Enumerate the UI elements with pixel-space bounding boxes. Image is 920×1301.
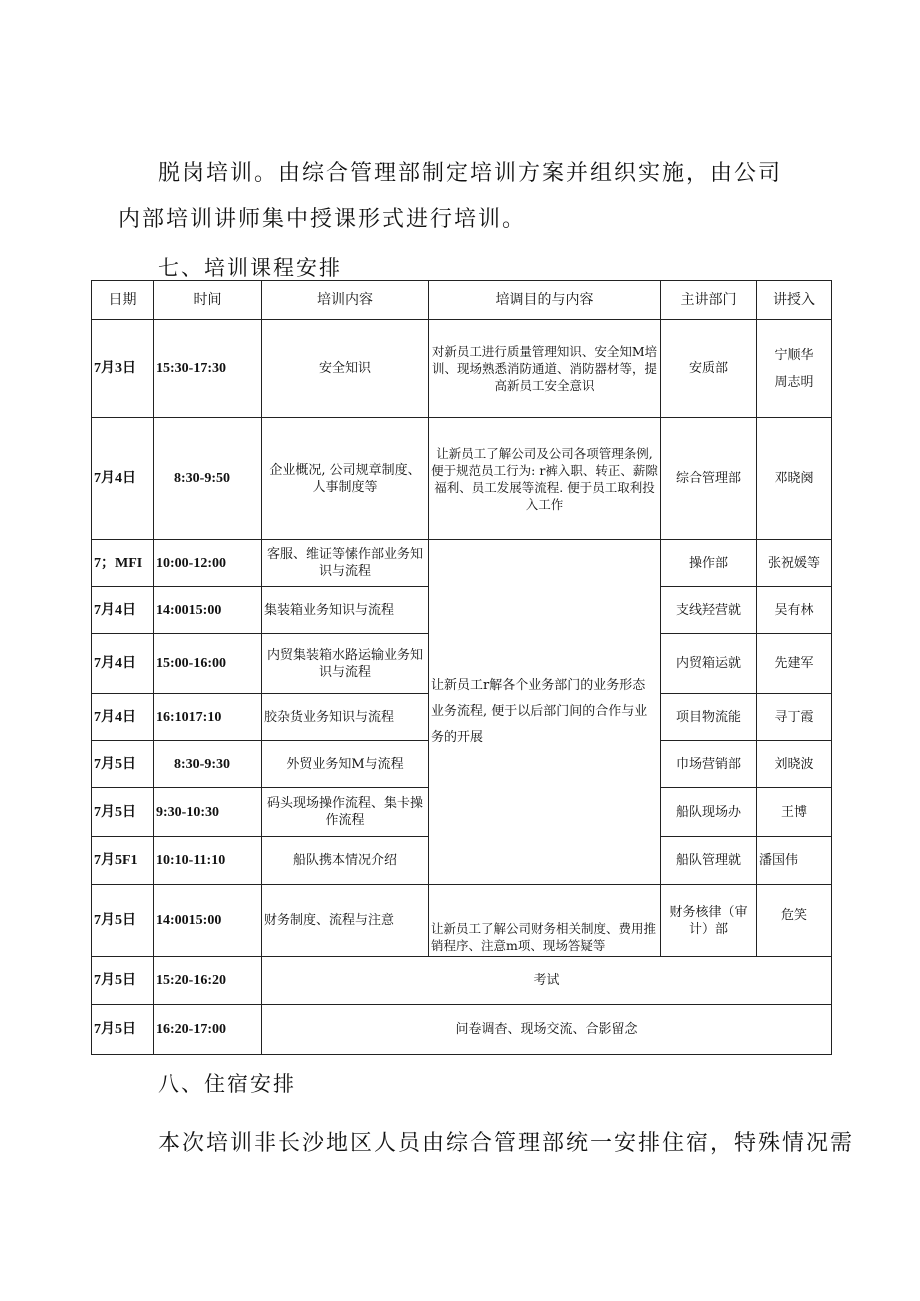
table-header-row: [92, 281, 832, 320]
cell-content: 内贸集装箱水路运输业务知识与流程: [262, 634, 429, 694]
cell-date: 7月5F1: [92, 837, 154, 885]
table-row: [92, 540, 832, 587]
cell-time: 15:00-16:00: [154, 634, 262, 694]
cell-lecturer: 刘晓波: [757, 741, 832, 788]
cell-lecturer: 王博: [757, 788, 832, 837]
cell-content: 客服、维证等愫作部业务知识与流程: [262, 540, 429, 587]
lecturer-name: 周志明: [774, 374, 814, 390]
cell-date: 7月5日: [92, 1005, 154, 1055]
cell-lecturer: 张祝媛等: [757, 540, 832, 587]
cell-date: 7月4日: [92, 694, 154, 741]
cell-date: 7月5日: [92, 788, 154, 837]
table-row: [92, 418, 832, 540]
cell-merged-activity: 问卷调杳、现场交流、合影留念: [262, 1005, 832, 1055]
cell-time: 9:30-10:30: [154, 788, 262, 837]
cell-time: 14:0015:00: [154, 885, 262, 957]
paragraph-intro-1: 脱岗培训。由综合管理部制定培训方案并组织实施，由公司: [158, 161, 783, 186]
cell-purpose: 让新员工了解公司财务相关制度、费用推销程序、注意m项、现场答疑等: [429, 885, 661, 957]
cell-date: 7；MFI: [92, 540, 154, 587]
cell-date: 7月4日: [92, 634, 154, 694]
cell-date: 7月5日: [92, 741, 154, 788]
table-row: [92, 957, 832, 1005]
header-date: 日期: [92, 281, 154, 320]
cell-time: 16:1017:10: [154, 694, 262, 741]
training-schedule-table: [91, 280, 832, 1055]
cell-time: 15:30-17:30: [154, 320, 262, 418]
cell-time: 14:0015:00: [154, 587, 262, 634]
cell-merged-activity: 考试: [262, 957, 832, 1005]
cell-content: 集装箱业务知识与流程: [262, 587, 429, 634]
cell-dept: 巾场营销部: [661, 741, 757, 788]
section-heading-accommodation: 八、住宿安排: [158, 1072, 296, 1096]
cell-lecturer: 吴有林: [757, 587, 832, 634]
header-time: 时间: [154, 281, 262, 320]
header-lecturer: 讲授入: [757, 281, 832, 320]
cell-lecturer: 危笑: [757, 885, 832, 957]
cell-content: 船队携本情况介绍: [262, 837, 429, 885]
header-dept: 主讲部门: [661, 281, 757, 320]
lecturer-name: 宁顺华: [774, 347, 814, 363]
table-row: [92, 1005, 832, 1055]
paragraph-intro-2: 内部培训讲师集中授课形式进行培训。: [118, 207, 527, 232]
cell-lecturer: 邓晓阕: [757, 418, 832, 540]
cell-shared-purpose: 让新员工r解各个业务部门的业务形态业务流程, 便于以后部门间的合作与业务的开展: [429, 540, 661, 885]
header-purpose: 培调目的与内容: [429, 281, 661, 320]
cell-dept: 项目物流能: [661, 694, 757, 741]
cell-lecturer: 先建军: [757, 634, 832, 694]
header-content: 培训内容: [262, 281, 429, 320]
cell-date: 7月5日: [92, 885, 154, 957]
table-row: [92, 320, 832, 418]
cell-content: 外贸业务知M与流程: [262, 741, 429, 788]
cell-purpose: 对新员工进行质量管理知识、安全知M培训、现场熟悉消防通道、消防器材等，提高新员工安全意识: [429, 320, 661, 418]
cell-date: 7月4日: [92, 587, 154, 634]
cell-content: 胶杂货业务知识与流程: [262, 694, 429, 741]
cell-time: 16:20-17:00: [154, 1005, 262, 1055]
cell-lecturer: [757, 320, 832, 418]
cell-dept: 综合管理部: [661, 418, 757, 540]
cell-content: 码头现场操作流程、集卡操作流程: [262, 788, 429, 837]
cell-dept: 财务核律（审计）部: [661, 885, 757, 957]
table-row: [92, 885, 832, 957]
cell-lecturer: 寻丁霞: [757, 694, 832, 741]
section-heading-schedule: 七、培训课程安排: [158, 256, 342, 280]
cell-lecturer: 潘国伟: [757, 837, 832, 885]
cell-dept: 安质部: [661, 320, 757, 418]
cell-time: 10:10-11:10: [154, 837, 262, 885]
cell-dept: 船队现场办: [661, 788, 757, 837]
cell-time: 10:00-12:00: [154, 540, 262, 587]
cell-date: 7月3日: [92, 320, 154, 418]
cell-time: 8:30-9:30: [154, 741, 262, 788]
cell-date: 7月5日: [92, 957, 154, 1005]
cell-time: 15:20-16:20: [154, 957, 262, 1005]
cell-content: 安全知识: [262, 320, 429, 418]
cell-purpose: 让新员工了解公司及公司各项管理条例, 便于规范员工行为: r裤入职、转正、薪隙福利、员工发展等流程. 便于员工取利投入工作: [429, 418, 661, 540]
cell-dept: 支线羟营就: [661, 587, 757, 634]
cell-date: 7月4日: [92, 418, 154, 540]
cell-dept: 内贸箱运就: [661, 634, 757, 694]
cell-dept: 船队管理就: [661, 837, 757, 885]
cell-dept: 操作部: [661, 540, 757, 587]
paragraph-accommodation: 本次培训非长沙地区人员由综合管理部统一安排住宿，特殊情况需: [158, 1131, 855, 1156]
cell-content: 企业概况, 公司规章制度、人事制度等: [262, 418, 429, 540]
cell-time: 8:30-9:50: [154, 418, 262, 540]
cell-content: 财务制度、流程与注意: [262, 885, 429, 957]
